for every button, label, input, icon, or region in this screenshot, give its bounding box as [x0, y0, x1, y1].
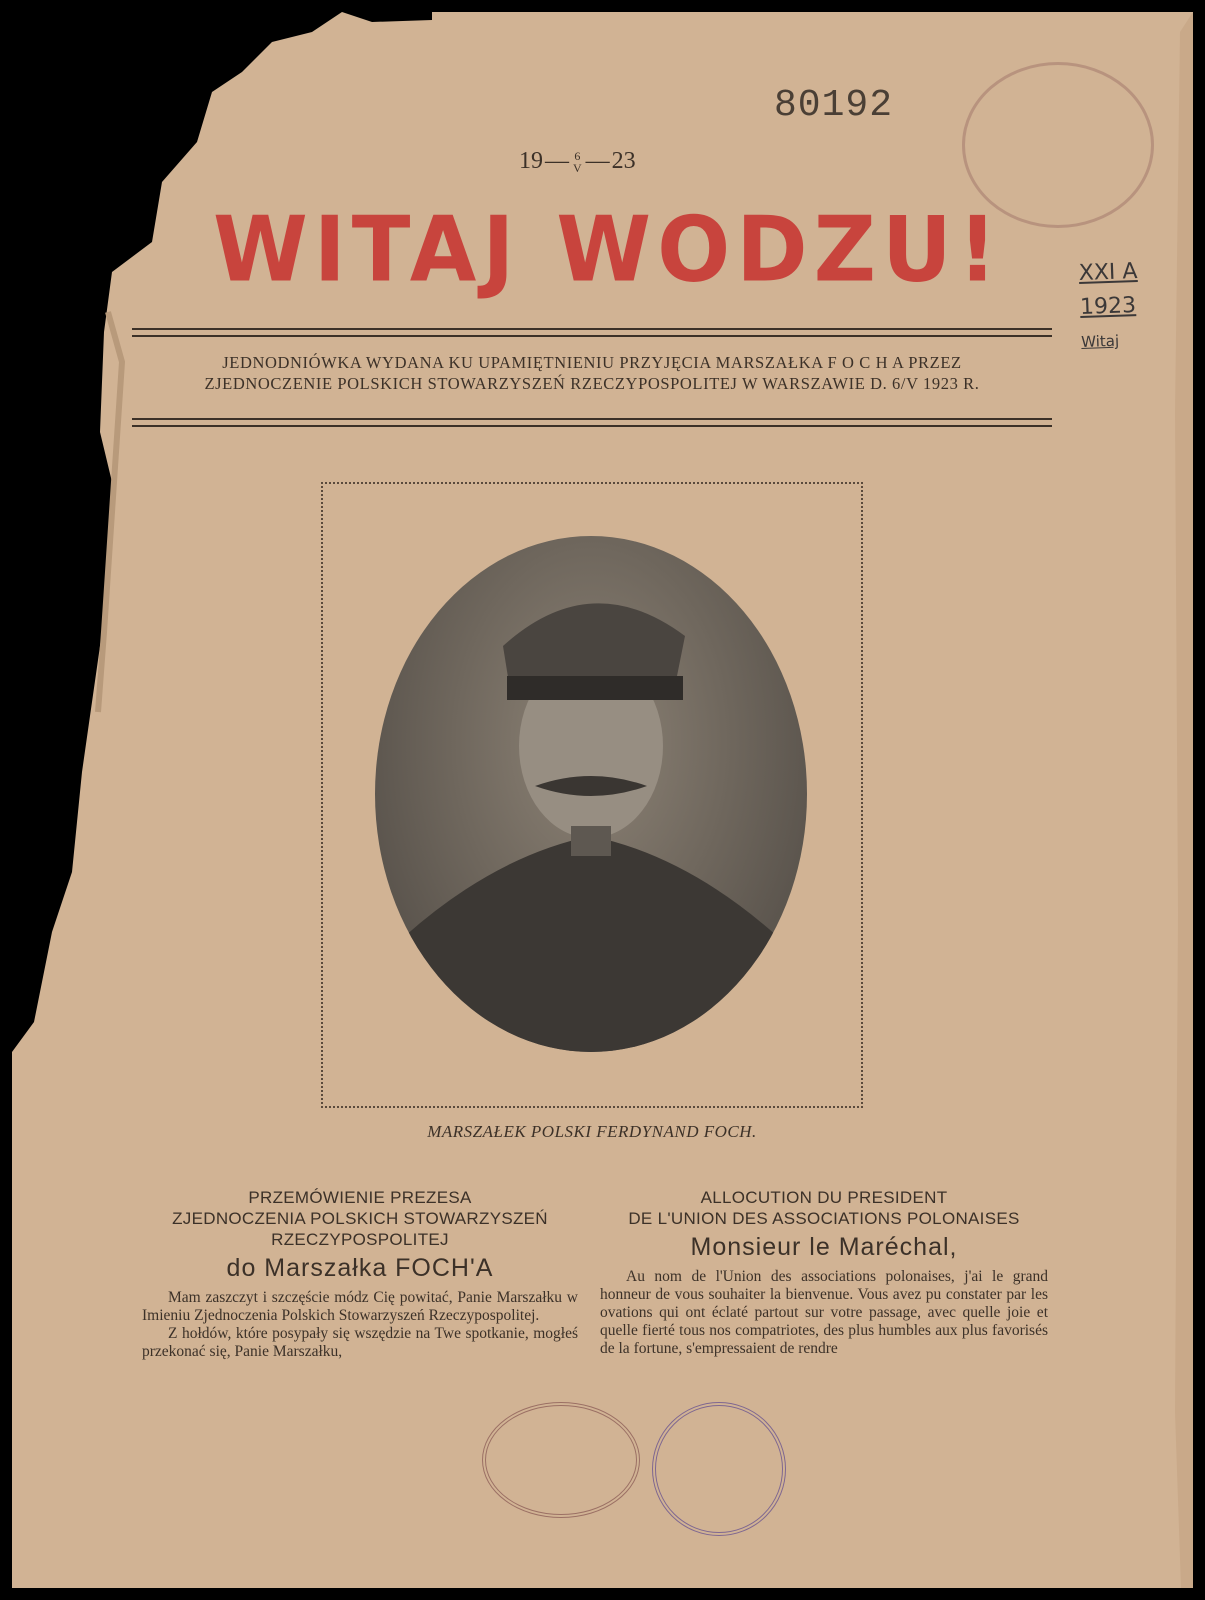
date-day: 19: [519, 148, 543, 174]
polish-paragraph-2: Z hołdów, które posypały się wszędzie na Twe spotkanie, mogłeś przekonać się, Panie Marszałku,: [142, 1325, 578, 1360]
polish-greeting: do Marszałka FOCH'A: [226, 1254, 494, 1282]
date-fraction: [573, 150, 582, 174]
portrait-caption: MARSZAŁEK POLSKI FERDYNAND FOCH.: [427, 1122, 757, 1141]
subtitle-line-2: ZJEDNOCZENIE POLSKICH STOWARZYSZEŃ RZECZYPOSPOLITEJ W WARSZAWIE D. 6/V 1923 R.: [204, 374, 980, 393]
accession-number: 80192: [774, 84, 894, 127]
shelfmark-annotation: [1078, 255, 1140, 359]
shelfmark-line-3: Witaj: [1080, 331, 1120, 351]
polish-heading: [142, 1187, 578, 1250]
issue-date: 19 — 6 V — 23: [519, 148, 636, 175]
shelfmark-line-2: 1923: [1079, 293, 1137, 321]
top-rule-2: [132, 335, 1052, 337]
library-stamp-red: [482, 1402, 640, 1518]
subtitle: [132, 352, 1052, 394]
french-greeting: Monsieur le Maréchal,: [690, 1233, 958, 1261]
portrait-figure: [375, 536, 807, 1052]
date-numerator: 6: [574, 148, 581, 163]
polish-paragraph-1: Mam zaszczyt i szczęście módz Cię powitać, Panie Marszałku w Imieniu Zjednoczenia Polskich Stowarzyszeń Rzeczypospolitej.: [142, 1289, 578, 1324]
french-heading-line-1: ALLOCUTION DU PRESIDENT: [700, 1188, 948, 1207]
polish-heading-line-2: ZJEDNOCZENIA POLSKICH STOWARZYSZEŃ: [172, 1209, 548, 1228]
library-stamp-purple: [652, 1402, 786, 1536]
french-paragraph-1: Au nom de l'Union des associations polonaises, j'ai le grand honneur de vous souhaiter la bienvenue. Vous avez pu constater par les ovations qui ont éclaté partout sur votre passage, avec quelle joie et quelle fierté tous nos compatriotes, des plus humbles aux plus favorisés de la fortune, s'empressaient de rendre: [600, 1268, 1048, 1357]
polish-heading-line-1: PRZEMÓWIENIE PREZESA: [248, 1188, 472, 1207]
shelfmark-line-1: XXI A: [1078, 259, 1138, 287]
polish-heading-line-3: RZECZYPOSPOLITEJ: [271, 1230, 449, 1249]
french-speech-column: [600, 1187, 1048, 1358]
bottom-rule: [132, 418, 1052, 420]
french-heading-line-2: DE L'UNION DES ASSOCIATIONS POLONAISES: [628, 1209, 1020, 1228]
masthead-title: WITAJ WODZU!: [212, 197, 1004, 303]
portrait-photo: [375, 536, 807, 1052]
date-denominator: V: [573, 160, 582, 175]
subtitle-line-1: JEDNODNIÓWKA WYDANA KU UPAMIĘTNIENIU PRZYJĘCIA MARSZAŁKA F O C H A PRZEZ: [222, 353, 962, 372]
french-heading: [600, 1187, 1048, 1229]
polish-speech-column: [142, 1187, 578, 1361]
top-rule: [132, 328, 1052, 330]
bottom-rule-2: [132, 425, 1052, 427]
date-year: 23: [611, 148, 636, 174]
newspaper-page: [12, 12, 1193, 1588]
